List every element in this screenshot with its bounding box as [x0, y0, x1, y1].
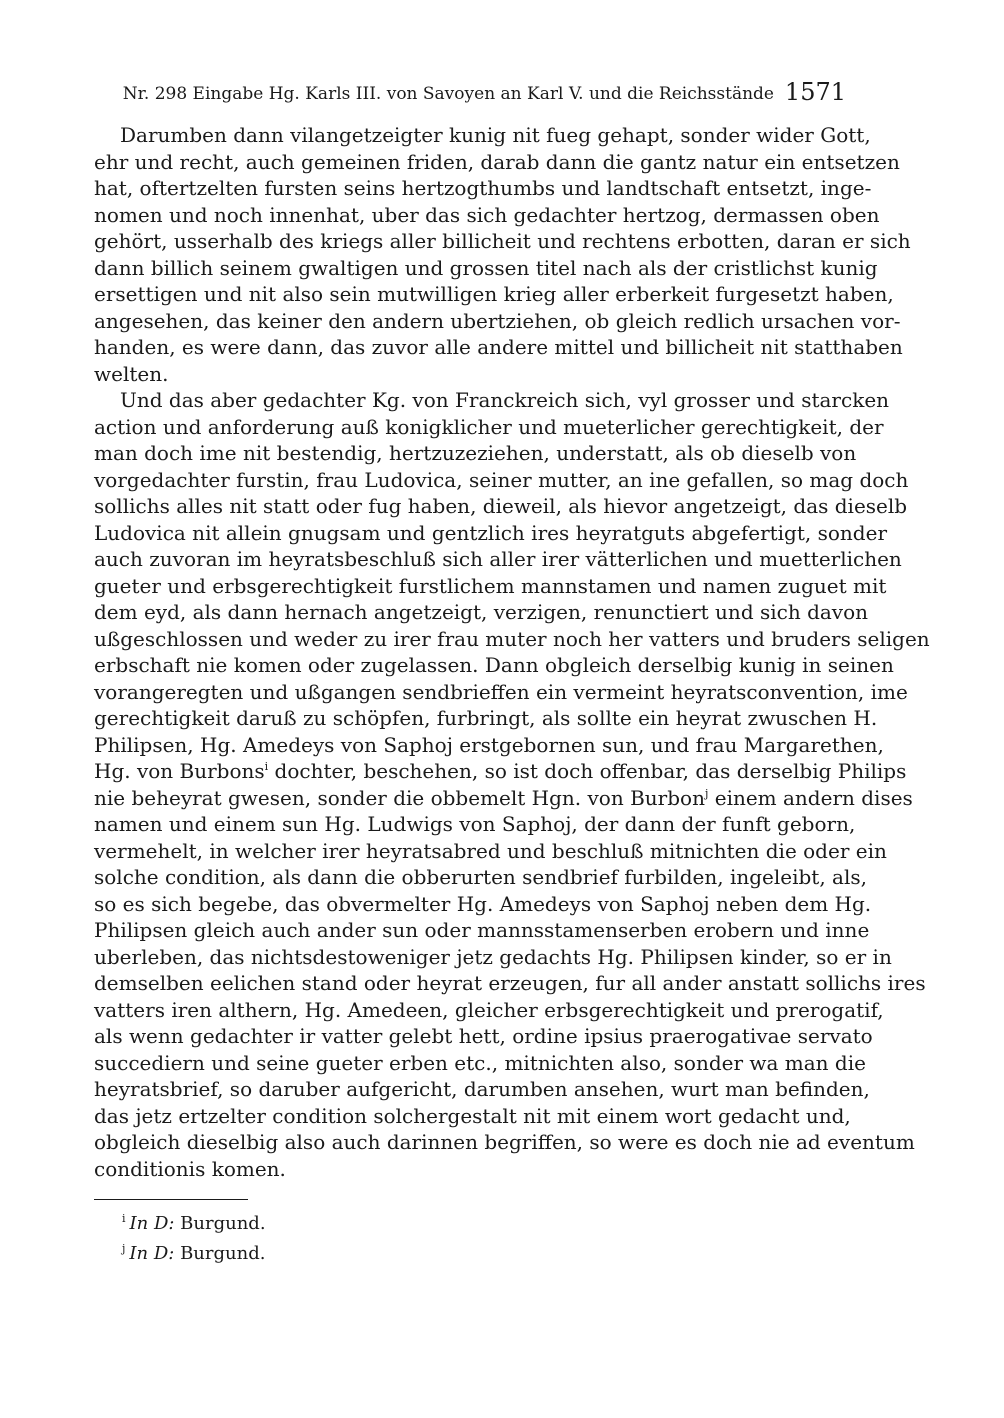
text-line: man doch ime nit bestendig, hertzuzeziehen, understatt, als ob dieselb von — [94, 441, 857, 465]
text-line: ußgeschlossen und weder zu irer frau muter noch her vatters und bruders seligen — [94, 626, 930, 651]
text-segment: Hg. von Burbons — [94, 759, 265, 783]
footnote-rule — [94, 1199, 248, 1200]
text-line: namen und einem sun Hg. Ludwigs von Saphoj, der dann der funft geborn, — [94, 812, 856, 836]
text-segment: einem andern dises — [708, 785, 913, 810]
footnote-reference[interactable]: j — [704, 786, 709, 800]
footnote — [122, 1206, 266, 1236]
page-header — [94, 78, 846, 108]
text-line: succediern und seine gueter erben etc., mitnichten also, sonder wa man die — [94, 1050, 866, 1075]
text-line: ersettigen und nit also sein mutwilligen krieg aller erberkeit furgesetzt haben, — [94, 282, 894, 306]
text-line: vorgedachter furstin, frau Ludovica, seiner mutter, an ine gefallen, so mag doch — [94, 467, 909, 492]
footnote-source: In D: — [129, 1213, 175, 1234]
text-line: ehr und recht, auch gemeinen friden, darab dann die gantz natur ein entsetzen — [94, 149, 900, 174]
text-line: gerechtigkeit daruß zu schöpfen, furbringt, als sollte ein heyrat zwuschen H. — [94, 706, 878, 730]
text-line: action und anforderung auß konigklicher und mueterlicher gerechtigkeit, der — [94, 414, 884, 439]
footnote-source: In D: — [129, 1243, 175, 1264]
footnote-mark: i — [122, 1212, 126, 1225]
text-line: solche condition, als dann die obberurten sendbrief furbilden, ingeleibt, als, — [94, 865, 867, 889]
text-line: vorangeregten und ußgangen sendbrieffen ein vermeint heyratsconvention, ime — [94, 679, 908, 704]
text-line: auch zuvoran im heyratsbeschluß sich aller irer vätterlichen und muetterlichen — [94, 547, 902, 571]
running-title: Nr. 298 Eingabe Hg. Karls III. von Savoyen an Karl V. und die Reichsstände — [122, 84, 774, 104]
text-line: handen, es were dann, das zuvor alle andere mittel und billicheit nit statthaben — [94, 335, 903, 359]
text-line: nomen und noch innenhat, uber das sich gedachter hertzog, dermassen oben — [94, 202, 880, 227]
text-line — [94, 785, 913, 812]
text-line: sollichs alles nit statt oder fug haben, dieweil, als hievor angetzeigt, das dieselb — [94, 494, 908, 518]
text-line: demselben eelichen stand oder heyrat erzeugen, fur all ander anstatt sollichs ires — [94, 971, 926, 995]
text-line: heyratsbrief, so daruber aufgericht, darumben ansehen, wurt man befinden, — [94, 1077, 870, 1101]
paragraph — [94, 122, 911, 387]
footnote-text: Burgund. — [174, 1243, 266, 1264]
text-line: Ludovica nit allein gnugsam und gentzlich ires heyratguts abgefertigt, sonder — [94, 520, 887, 545]
text-line: Philipsen, Hg. Amedeys von Saphoj erstgebornen sun, und frau Margarethen, — [94, 732, 884, 757]
text-line: welten. — [94, 361, 169, 386]
body-text — [94, 122, 930, 1182]
text-line: das jetz ertzelter condition solchergestalt nit mit einem wort gedacht und, — [94, 1103, 851, 1128]
text-line — [94, 758, 907, 785]
text-line: erbschaft nie komen oder zugelassen. Dann obgleich derselbig kunig in seinen — [94, 653, 894, 677]
text-line: obgleich dieselbig also auch darinnen begriffen, so were es doch nie ad eventum — [94, 1130, 915, 1154]
footnote-mark: j — [122, 1242, 126, 1255]
footnote — [122, 1236, 266, 1266]
text-line: Darumben dann vilangetzeigter kunig nit fueg gehapt, sonder wider Gott, — [120, 123, 871, 147]
text-line: dann billich seinem gwaltigen und grossen titel nach als der cristlichst kunig — [94, 255, 878, 280]
footnote-text: Burgund. — [174, 1213, 266, 1234]
text-line: gueter und erbsgerechtigkeit furstlichem mannstamen und namen zuguet mit — [94, 573, 887, 598]
text-line: hat, oftertzelten fursten seins hertzogthumbs und landtschaft entsetzt, inge- — [94, 176, 872, 200]
text-line: Und das aber gedachter Kg. von Franckreich sich, vyl grosser und starcken — [120, 388, 890, 412]
text-segment: dochter, beschehen, so ist doch offenbar, das derselbig Philips — [268, 759, 907, 783]
text-line: vatters iren althern, Hg. Amedeen, gleicher erbsgerechtigkeit und prerogatif, — [94, 997, 884, 1022]
text-line: gehört, usserhalb des kriegs aller billicheit und rechtens erbotten, daran er sich — [94, 229, 911, 253]
text-line: so es sich begebe, das obvermelter Hg. Amedeys von Saphoj neben dem Hg. — [94, 891, 872, 916]
text-line: als wenn gedachter ir vatter gelebt hett, ordine ipsius praerogativae servato — [94, 1024, 873, 1048]
text-line: uberleben, das nichtsdestoweniger jetz gedachts Hg. Philipsen kinder, so er in — [94, 944, 892, 969]
text-line: angesehen, das keiner den andern ubertziehen, ob gleich redlich ursachen vor- — [94, 308, 901, 333]
text-line: vermehelt, in welcher irer heyratsabred und beschluß mitnichten die oder ein — [94, 838, 887, 863]
paragraph — [94, 387, 930, 1182]
text-line: Philipsen gleich auch ander sun oder mannsstamenserben erobern und inne — [94, 918, 870, 942]
text-line: conditionis komen. — [94, 1156, 286, 1181]
text-line: dem eyd, als dann hernach angetzeigt, verzigen, renunctiert und sich davon — [94, 600, 869, 624]
page-number: 1571 — [784, 78, 846, 106]
text-segment: nie beheyrat gwesen, sonder die obbemelt Hgn. von Burbon — [94, 785, 705, 810]
footnote-reference[interactable]: i — [264, 760, 269, 773]
footnotes — [122, 1206, 266, 1266]
